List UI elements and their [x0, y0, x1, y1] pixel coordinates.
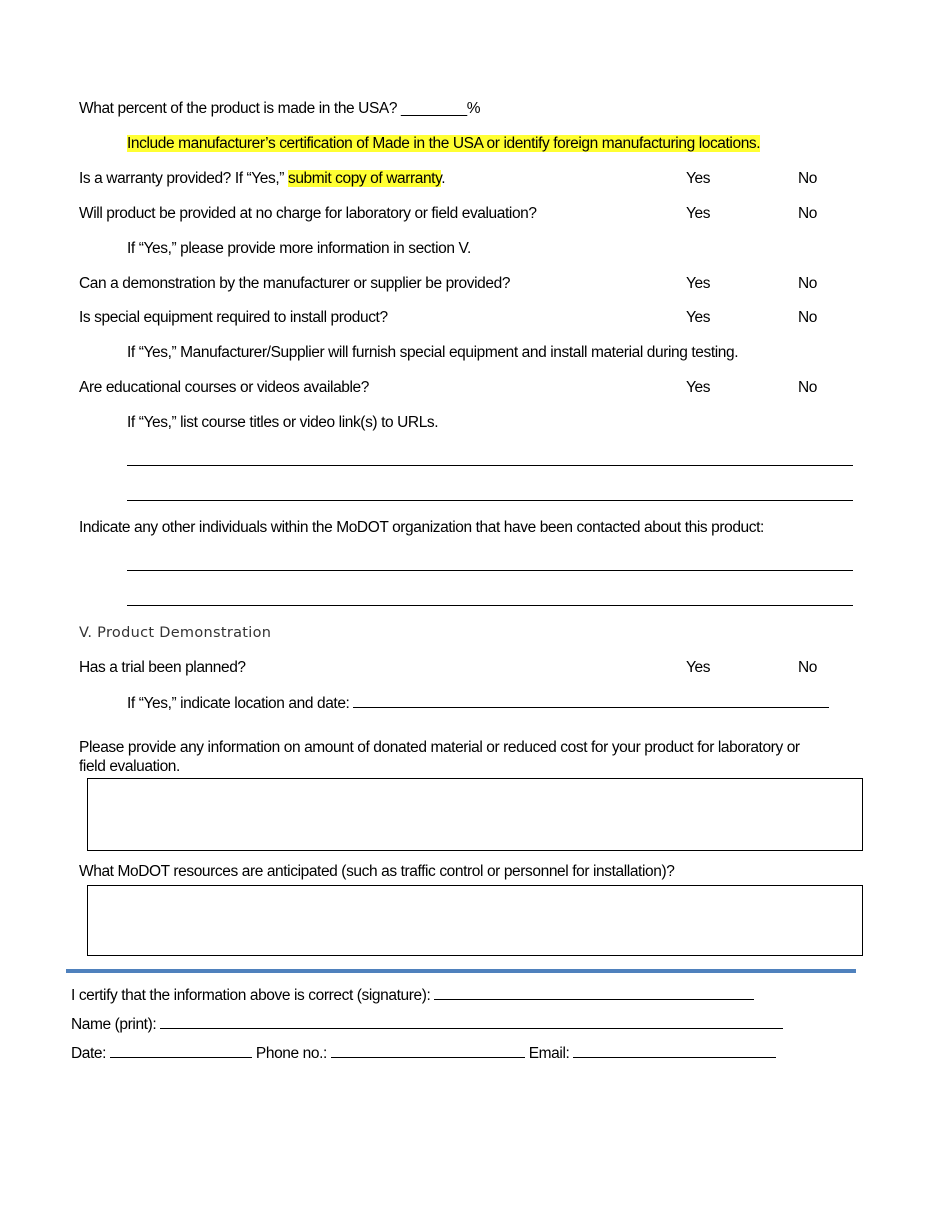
- made-in-usa-percent-field[interactable]: ________: [401, 100, 467, 117]
- courses-answer-line-1[interactable]: [127, 465, 853, 466]
- phone-label: Phone no.:: [255, 1045, 327, 1062]
- resources-textbox[interactable]: [87, 885, 863, 956]
- trial-no-option[interactable]: No: [798, 659, 818, 676]
- demonstration-yes-option[interactable]: Yes: [686, 275, 711, 292]
- courses-no-option[interactable]: No: [798, 379, 818, 396]
- warranty-no-option[interactable]: No: [798, 170, 818, 187]
- trial-yes-option[interactable]: Yes: [686, 659, 711, 676]
- donated-question-line-1: Please provide any information on amount of donated material or reduced cost for your product for laboratory or: [79, 739, 800, 756]
- warranty-yes-option[interactable]: Yes: [686, 170, 711, 187]
- resources-question: What MoDOT resources are anticipated (such as traffic control or personnel for installation)?: [79, 863, 675, 880]
- no-charge-question: Will product be provided at no charge for laboratory or field evaluation?: [79, 205, 537, 222]
- contact-info-row: [71, 1043, 776, 1064]
- special-equipment-no-option[interactable]: No: [798, 309, 818, 326]
- donated-question-line-2: field evaluation.: [79, 758, 180, 775]
- special-equipment-followup: If “Yes,” Manufacturer/Supplier will furnish special equipment and install material during testing.: [127, 344, 739, 361]
- no-charge-yes-option[interactable]: Yes: [686, 205, 711, 222]
- courses-yes-option[interactable]: Yes: [686, 379, 711, 396]
- signature-field[interactable]: [434, 985, 754, 1000]
- special-equipment-yes-option[interactable]: Yes: [686, 309, 711, 326]
- warranty-period: .: [441, 170, 446, 187]
- name-label: Name (print):: [71, 1016, 157, 1033]
- name-field[interactable]: [160, 1014, 783, 1029]
- email-label: Email:: [528, 1045, 570, 1062]
- made-in-usa-question-row: [79, 99, 480, 119]
- signature-label: I certify that the information above is correct (signature):: [71, 987, 431, 1004]
- contacts-answer-line-1[interactable]: [127, 570, 853, 571]
- warranty-highlight: submit copy of warranty: [287, 170, 442, 187]
- section-divider: [66, 969, 856, 973]
- demonstration-question: Can a demonstration by the manufacturer or supplier be provided?: [79, 275, 511, 292]
- no-charge-no-option[interactable]: No: [798, 205, 818, 222]
- courses-question: Are educational courses or videos available?: [79, 379, 370, 396]
- made-in-usa-question: What percent of the product is made in the USA?: [79, 100, 398, 117]
- trial-location-date-field[interactable]: [353, 693, 829, 708]
- signature-row: [71, 985, 754, 1006]
- donated-material-textbox[interactable]: [87, 778, 863, 851]
- date-label: Date:: [71, 1045, 107, 1062]
- trial-followup-label: If “Yes,” indicate location and date:: [127, 695, 350, 712]
- warranty-question: Is a warranty provided? If “Yes,”: [79, 170, 288, 187]
- courses-answer-line-2[interactable]: [127, 500, 853, 501]
- trial-followup-row: [127, 693, 829, 714]
- contacts-question: Indicate any other individuals within the MoDOT organization that have been contacted about this product:: [79, 519, 764, 536]
- trial-question: Has a trial been planned?: [79, 659, 246, 676]
- email-field[interactable]: [573, 1043, 776, 1058]
- section-v-heading: V. Product Demonstration: [79, 625, 272, 641]
- date-field[interactable]: [110, 1043, 252, 1058]
- made-in-usa-instruction-row: [127, 134, 760, 154]
- demonstration-no-option[interactable]: No: [798, 275, 818, 292]
- phone-field[interactable]: [331, 1043, 525, 1058]
- made-in-usa-instruction: Include manufacturer’s certification of Made in the USA or identify foreign manufacturing locations.: [127, 135, 761, 152]
- name-row: [71, 1014, 783, 1035]
- percent-sign: %: [466, 100, 481, 117]
- no-charge-followup: If “Yes,” please provide more information in section V.: [127, 240, 471, 257]
- special-equipment-question: Is special equipment required to install product?: [79, 309, 388, 326]
- warranty-question-row: [79, 169, 445, 189]
- courses-followup: If “Yes,” list course titles or video link(s) to URLs.: [127, 414, 439, 431]
- contacts-answer-line-2[interactable]: [127, 605, 853, 606]
